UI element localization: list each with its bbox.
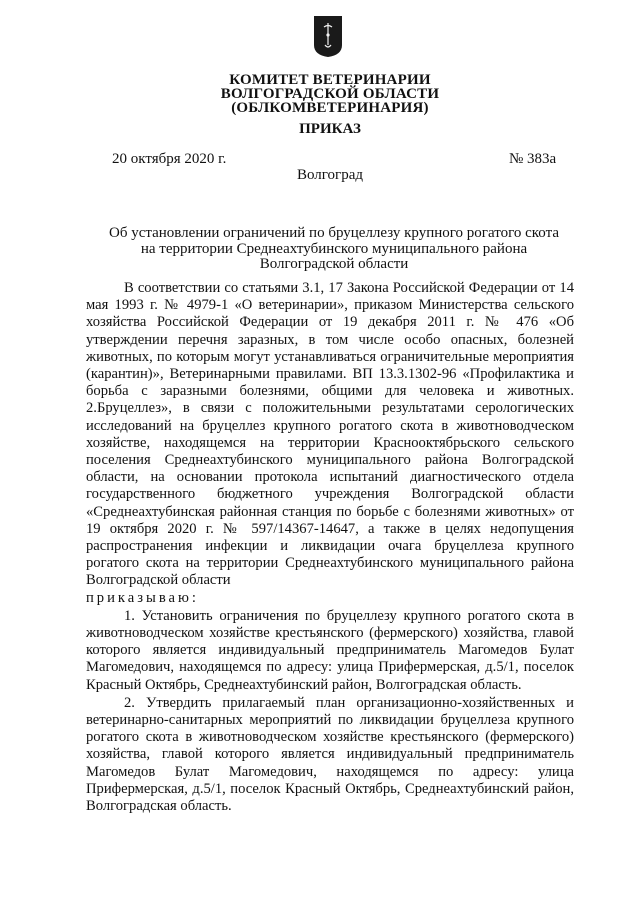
order-title-line3: Волгоградской области [259,256,409,272]
preamble-paragraph [86,280,574,607]
committee-name-line1: КОМИТЕТ ВЕТЕРИНАРИИ [229,72,431,88]
order-number: № 383а [509,151,557,167]
order-title-line2: на территории Среднеахтубинского муниципального района [140,240,528,257]
committee-name-line2: ВОЛГОГРАДСКОЙ ОБЛАСТИ [220,86,440,102]
preamble-text: В соответствии со статьями 3.1, 17 Закона Российской Федерации от 14 мая 1993 г. № 4979-1 «О ветеринарии», приказом Министерства сельского хозяйства Российской Федерации от 19 декабря 2011 г. № 476 «Об утверждении перечня заразных, в том числе особо опасных, болезней животных, по которым могут устанавливаться ограничительные мероприятия (карантин)», Ветеринарными правилами. ВП 13.3.1302-96 «Профилактика и борьба с заразными болезнями, общими для человека и животных. 2.Бруцеллез», в связи с положительными результатами серологических исследований на бруцеллез крупного рогатого скота в животноводческом хозяйстве, находящемся на территории Краснооктябрьского сельского поселения Среднеахтубинского муниципального района Волгоградской области, на основании протокола испытаний диагностического отдела государственного бюджетного учреждения Волгоградской области «Среднеахтубинская районная станция по борьбе с болезнями животных» от 19 октября 2020 г. № 597/14367-14647, а также в целях недопущения распространения инфекции и ликвидации очага бруцеллеза крупного рогатого скота на территории Среднеахтубинского муниципального района Волгоградской области [86,280,574,589]
coat-of-arms-icon [313,15,343,58]
document-type: ПРИКАЗ [299,121,361,137]
order-word: приказываю: [86,589,199,606]
committee-abbreviation: (ОБЛКОМВЕТЕРИНАРИЯ) [231,100,429,116]
order-body [86,280,574,815]
order-date: 20 октября 2020 г. [112,151,227,167]
order-item-1: 1. Установить ограничения по бруцеллезу крупного рогатого скота в животноводческом хозяйстве крестьянского (фермерского) хозяйства, главой которого является индивидуальный предприниматель Магомедов Булат Магомедович, находящемся по адресу: улица Прифермерская, д.5/1, поселок Красный Октябрь, Среднеахтубинский район, Волгоградская область. [86,607,574,693]
order-item-2: 2. Утвердить прилагаемый план организационно-хозяйственных и ветеринарно-санитарных мероприятий по ликвидации бруцеллеза крупного рогатого скота в животноводческом хозяйстве крестьянского (фермерского) хозяйства, главой которого является индивидуальный предприниматель Магомедов Булат Магомедович, находящемся по адресу: улица Прифермерская, д.5/1, поселок Красный Октябрь, Среднеахтубинский район, Волгоградская область. [86,694,574,815]
order-title-line1: Об установлении ограничений по бруцеллезу крупного рогатого скота [109,225,559,241]
order-city: Волгоград [296,167,363,183]
order-title [96,226,572,273]
